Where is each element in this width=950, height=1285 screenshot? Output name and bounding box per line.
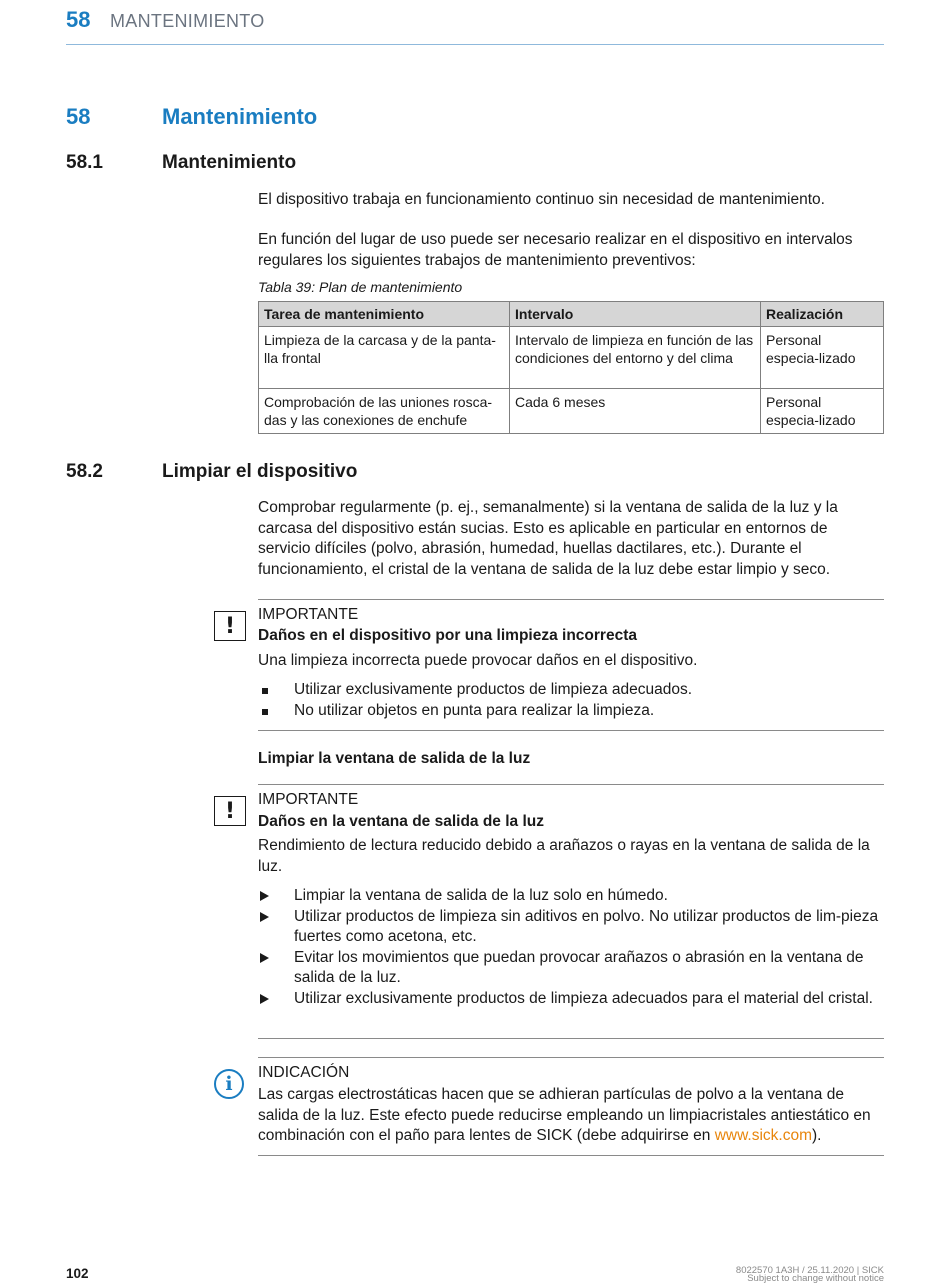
sick-website-link[interactable]: www.sick.com [714,1127,813,1144]
triangle-bullet-icon [260,912,269,922]
header-divider [66,44,884,45]
section-title: Mantenimiento [162,152,297,173]
section-title: Limpiar el dispositivo [162,461,358,482]
exclamation-icon: ! [214,611,246,641]
notice-divider [258,1155,884,1156]
notice-divider [258,1038,884,1039]
column-header: Realización [761,302,884,327]
header-chapter-title: MANTENIMIENTO [110,11,265,31]
square-bullet-icon [262,688,268,694]
notice-text: Una limpieza incorrecta puede provocar daños en el dispositivo. [258,652,698,669]
notice-subtitle: Daños en el dispositivo por una limpieza incorrecta [258,627,637,644]
exclamation-icon: ! [214,796,246,826]
notice-divider [258,1057,884,1058]
table-cell: Limpieza de la carcasa y de la panta-lla frontal [259,327,510,389]
table-cell: Personal especia-lizado [761,327,884,389]
page-number: 102 [66,1266,89,1281]
column-header: Intervalo [510,302,761,327]
section-number: 58.2 [66,461,103,482]
notice-divider [258,784,884,785]
notice-label: INDICACIÓN [258,1064,350,1081]
instruction-list [258,886,884,1009]
table-cell: Personal especia-lizado [761,389,884,434]
chapter-title: Mantenimiento [162,104,318,129]
table-row [259,389,884,434]
notice-label: IMPORTANTE [258,606,359,623]
table-row [259,327,884,389]
table-header-row [259,302,884,327]
column-header: Tarea de mantenimiento [259,302,510,327]
paragraph: En función del lugar de uso puede ser necesario realizar en el dispositivo en intervalos regulares los siguientes trabajos de mantenimiento preventivos: [258,231,853,269]
table-caption: Tabla 39: Plan de mantenimiento [258,279,463,295]
chapter-number: 58 [66,104,91,129]
notice-divider [258,730,884,731]
square-bullet-icon [262,709,268,715]
info-icon: i [214,1069,244,1099]
change-notice: Subject to change without notice [747,1273,884,1284]
list-item: No utilizar objetos en punta para realizar la limpieza. [258,701,884,722]
list-item: Limpiar la ventana de salida de la luz solo en húmedo. [258,886,884,907]
list-item: Utilizar productos de limpieza sin aditivos en polvo. No utilizar productos de lim-pieza fuertes como acetona, etc. [258,907,884,948]
maintenance-table [258,301,884,434]
document-info: 8022570 1A3H / 25.11.2020 | SICK [735,1265,884,1276]
triangle-bullet-icon [260,994,269,1004]
triangle-bullet-icon [260,953,269,963]
notice-text: Rendimiento de lectura reducido debido a arañazos o rayas en la ventana de salida de la luz. [258,837,870,875]
list-item: Utilizar exclusivamente productos de limpieza adecuados. [258,680,884,701]
table-cell: Comprobación de las uniones rosca-das y las conexiones de enchufe [259,389,510,434]
notice-subtitle: Daños en la ventana de salida de la luz [258,813,544,830]
paragraph: El dispositivo trabaja en funcionamiento continuo sin necesidad de mantenimiento. [258,191,825,208]
notice-list [258,680,884,721]
triangle-bullet-icon [260,891,269,901]
notice-label: IMPORTANTE [258,791,359,808]
notice-text: Las cargas electrostáticas hacen que se adhieran partículas de polvo a la ventana de salida de la luz. Este efecto puede reducirse empleando un limpiacristales antiestático en combinación con el paño para lentes de SICK (debe adquirirse en www.sick.com). [258,1086,871,1144]
table-cell: Cada 6 meses [510,389,761,434]
list-item: Evitar los movimientos que puedan provocar arañazos o abrasión en la ventana de salida de la luz. [258,948,884,989]
notice-divider [258,599,884,600]
header-chapter-number: 58 [66,7,91,32]
section-number: 58.1 [66,152,103,173]
subsection-heading: Limpiar la ventana de salida de la luz [258,750,531,767]
list-item: Utilizar exclusivamente productos de limpieza adecuados para el material del cristal. [258,989,884,1010]
table-cell: Intervalo de limpieza en función de las condiciones del entorno y del clima [510,327,761,389]
paragraph: Comprobar regularmente (p. ej., semanalmente) si la ventana de salida de la luz y la carcasa del dispositivo están sucias. Esto es aplicable en particular en entornos de servicio difíciles (polvo, abrasión, humedad, huellas dactilares, etc.). Durante el funcionamiento, el cristal de la ventana de salida de la luz debe estar limpio y seco. [258,499,838,578]
